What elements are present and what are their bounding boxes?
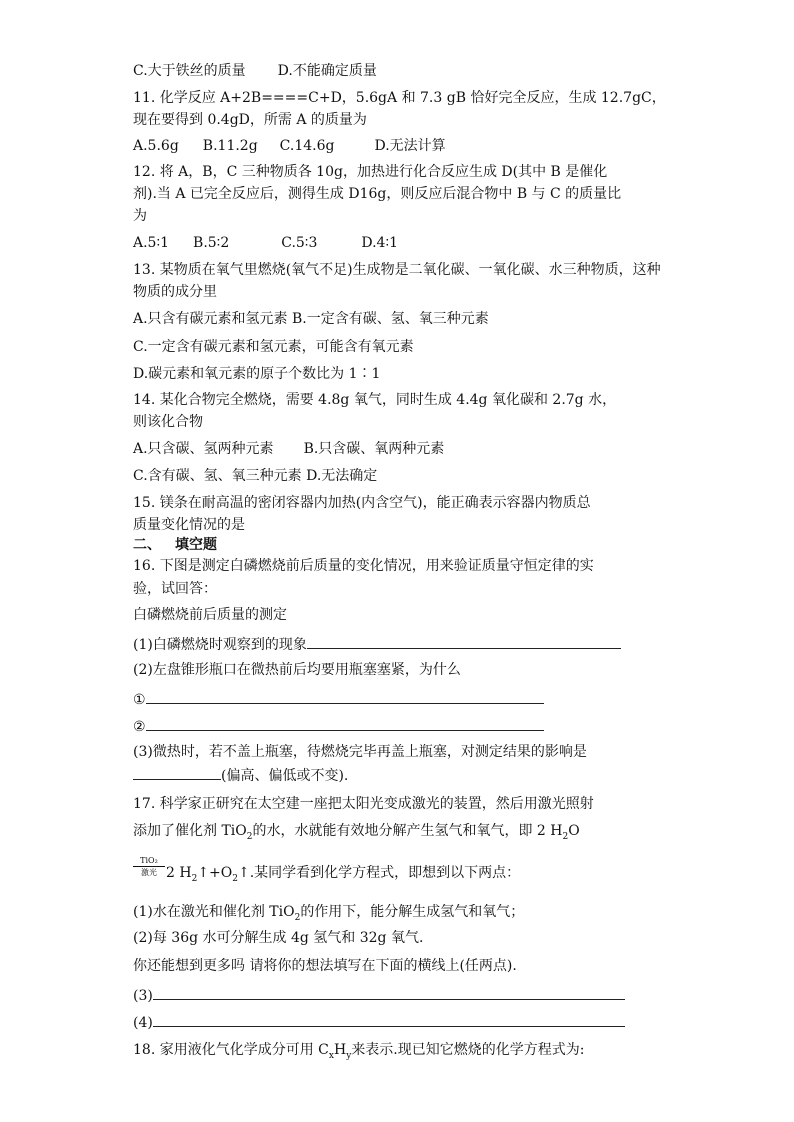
q17-line2-text-c: O xyxy=(568,823,580,839)
q16-part3-tail: (偏高、偏低或不变). xyxy=(221,768,349,784)
q10-option-c: C.大于铁丝的质量 xyxy=(133,63,246,79)
q17-line2-text-a: 添加了催化剂 TiO xyxy=(133,823,247,839)
reaction-condition xyxy=(133,856,165,877)
catalyst-label: TiO₂ xyxy=(133,856,165,867)
q16-answer-blank-1[interactable] xyxy=(307,634,621,649)
q13-option-c: C.一定含有碳元素和氢元素，可能含有氧元素 xyxy=(133,339,414,355)
q14-option-a: A.只含碳、氢两种元素 xyxy=(133,441,274,457)
q17-point3 xyxy=(133,985,625,1005)
q17-answer-blank-3[interactable] xyxy=(153,985,625,1000)
q17-answer-blank-4[interactable] xyxy=(153,1012,625,1027)
q17-eq-sub2: 2 xyxy=(232,874,238,884)
q13-option-d: D.碳元素和氧元素的原子个数比为 1∶1 xyxy=(133,366,381,382)
q16-stem-line1: 16. 下图是测定白磷燃烧前后质量的变化情况，用来验证质量守恒定律的实 xyxy=(133,558,594,574)
q14-option-cd: C.含有碳、氢、氧三种元素 D.无法确定 xyxy=(133,468,378,484)
q11-stem-line2: 现在要得到 0.4gD，所需 A 的质量为 xyxy=(133,112,367,128)
q17-eq-sub1: 2 xyxy=(191,874,198,884)
section-title: 填空题 xyxy=(175,537,217,553)
q17-ask: 你还能想到更多吗 请将你的想法填写在下面的横线上(任两点). xyxy=(133,958,517,974)
q13-stem-line2: 物质的成分里 xyxy=(133,284,217,300)
q17-point1-b: 的作用下，能分解生成氢气和氧气； xyxy=(300,904,525,920)
q17-point3-label: (3) xyxy=(133,988,153,1004)
q17-point2: (2)每 36g 水可分解生成 4g 氢气和 32g 氧气. xyxy=(133,930,424,946)
q17-line2-subscript-a: 2 xyxy=(246,832,253,842)
q16-reason1 xyxy=(133,689,544,709)
q18-sub-y: y xyxy=(346,1051,352,1061)
q16-answer-blank-4[interactable] xyxy=(133,765,221,780)
q12-stem-line3: 为 xyxy=(133,208,147,224)
q17-point4-label: (4) xyxy=(133,1015,153,1031)
q14-options-ab xyxy=(133,440,444,458)
q14-stem-line2: 则该化合物 xyxy=(133,414,203,430)
q11-option-d: D.无法计算 xyxy=(374,138,446,154)
q16-answer-blank-3[interactable] xyxy=(146,716,544,731)
q17-point4 xyxy=(133,1012,625,1032)
q18-sub-x: x xyxy=(328,1051,334,1061)
q17-stem-line2 xyxy=(133,822,580,842)
q12-option-d: D.4∶1 xyxy=(361,235,398,251)
q17-eq-tail: ↑.某同学看到化学方程式，即想到以下两点： xyxy=(238,865,521,881)
q12-options xyxy=(133,234,398,252)
section-heading xyxy=(133,536,217,554)
q16-part1 xyxy=(133,634,621,654)
laser-label: 激光 xyxy=(141,868,157,877)
q17-point1-a: (1)水在激光和催化剂 TiO xyxy=(133,904,295,920)
q17-line2-subscript-b: 2 xyxy=(562,832,569,842)
q16-part2: (2)左盘锥形瓶口在微热前后均要用瓶塞塞紧，为什么 xyxy=(133,662,461,678)
q16-reason2-marker: ② xyxy=(133,719,146,735)
q16-stem-line2: 验，试回答： xyxy=(133,581,217,597)
q14-option-b: B.只含碳、氧两种元素 xyxy=(303,441,445,457)
q11-option-b: B.11.2g xyxy=(202,138,258,154)
q12-option-c: C.5∶3 xyxy=(281,235,318,251)
q10-options xyxy=(133,62,377,80)
q18-stem-line1 xyxy=(133,1041,584,1061)
q11-option-c: C.14.6g xyxy=(279,138,335,154)
q15-stem-line2: 质量变化情况的是 xyxy=(133,517,245,533)
q17-point1-sub: 2 xyxy=(294,913,301,923)
q12-stem-line1: 12. 将 A，B，C 三种物质各 10g，加热进行化合反应生成 D(其中 B 是催化 xyxy=(133,164,608,180)
q17-eq-o2: ↑+O xyxy=(197,865,233,881)
q11-option-a: A.5.6g xyxy=(133,138,179,154)
q18-text-b: H xyxy=(333,1042,347,1058)
q11-options xyxy=(133,137,446,155)
q16-answer-blank-2[interactable] xyxy=(146,689,544,704)
q16-reason2 xyxy=(133,716,544,736)
q17-equation xyxy=(166,864,520,884)
q16-caption: 白磷燃烧前后质量的测定 xyxy=(133,607,287,623)
section-number: 二、 xyxy=(133,537,161,553)
q16-reason1-marker: ① xyxy=(133,692,146,708)
q17-point1 xyxy=(133,903,524,923)
q13-option-ab: A.只含有碳元素和氢元素 B.一定含有碳、氢、氧三种元素 xyxy=(133,311,489,327)
q16-part3-line1: (3)微热时，若不盖上瓶塞，待燃烧完毕再盖上瓶塞，对测定结果的影响是 xyxy=(133,744,587,760)
q12-option-b: B.5∶2 xyxy=(193,235,230,251)
q13-stem-line1: 13. 某物质在氧气里燃烧(氧气不足)生成物是二氧化碳、一氧化碳、水三种物质，这种 xyxy=(133,262,661,278)
q12-option-a: A.5∶1 xyxy=(133,235,170,251)
q14-stem-line1: 14. 某化合物完全燃烧，需要 4.8g 氧气，同时生成 4.4g 氧化碳和 2.7g 水， xyxy=(133,392,617,408)
q18-text-c: 来表示.现已知它燃烧的化学方程式为: xyxy=(351,1042,585,1058)
q18-text-a: 18. 家用液化气化学成分可用 C xyxy=(133,1042,329,1058)
q11-stem-line1: 11. 化学反应 A+2B====C+D，5.6gA 和 7.3 gB 恰好完全反应，生成 12.7gC， xyxy=(133,90,666,106)
q10-option-d: D.不能确定质量 xyxy=(277,63,377,79)
q17-stem-line1: 17. 科学家正研究在太空建一座把太阳光变成激光的装置，然后用激光照射 xyxy=(133,796,594,812)
q16-part3-line2 xyxy=(133,765,348,785)
q17-eq-h2: 2 H xyxy=(166,865,192,881)
q12-stem-line2: 剂).当 A 已完全反应后，测得生成 D16g，则反应后混合物中 B 与 C 的质量比 xyxy=(133,186,622,202)
q15-stem-line1: 15. 镁条在耐高温的密闭容器内加热(内含空气)，能正确表示容器内物质总 xyxy=(133,495,591,511)
q17-line2-text-b: 的水，水就能有效地分解产生氢气和氧气，即 2 H xyxy=(252,823,563,839)
q16-part1-text: (1)白磷燃烧时观察到的现象 xyxy=(133,637,307,653)
